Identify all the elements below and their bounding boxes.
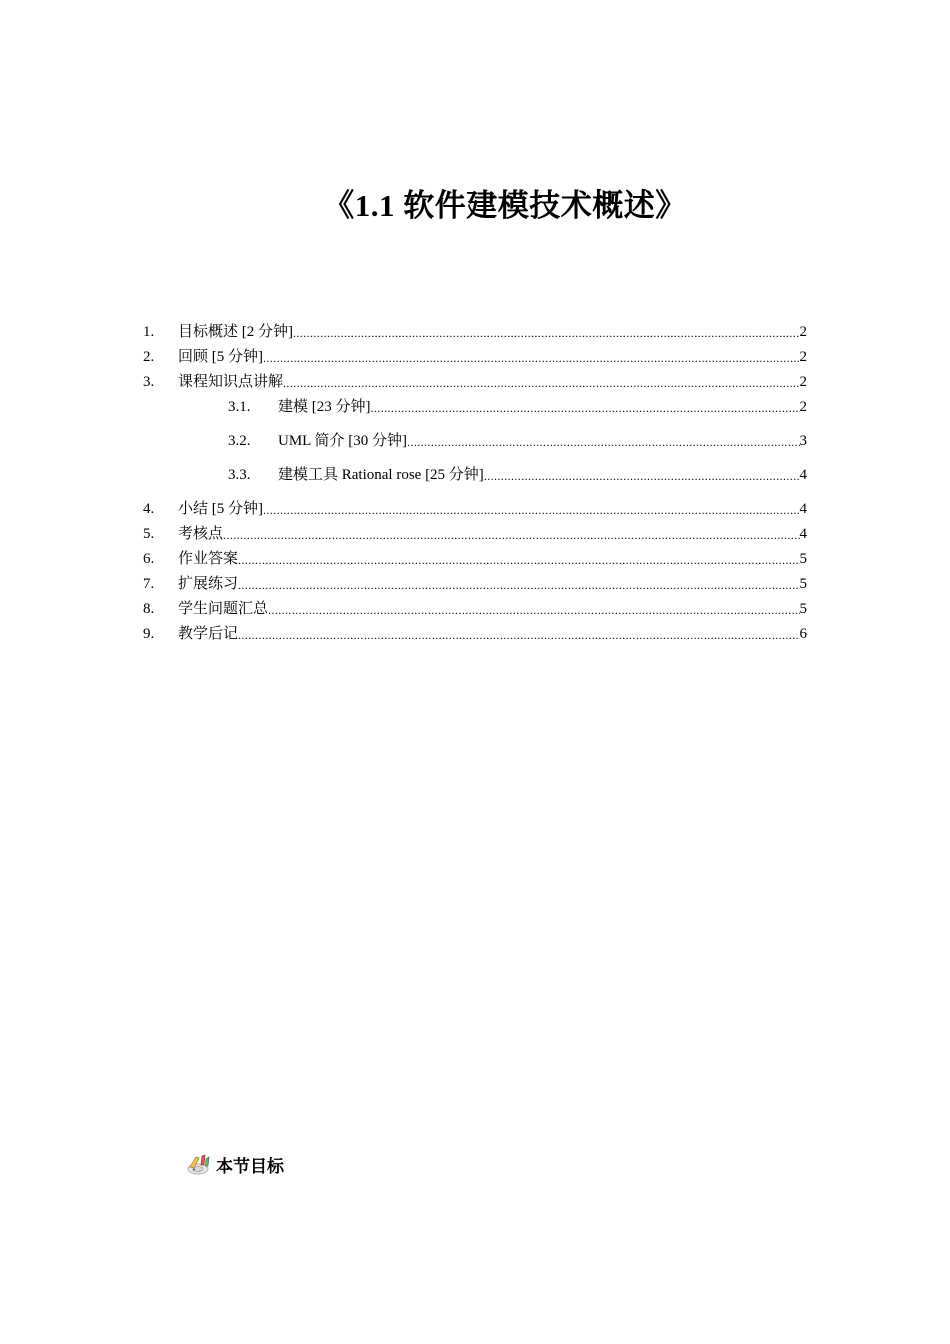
section-heading-text: 本节目标 [216,1157,284,1177]
toc-entry[interactable] [143,593,807,618]
table-of-contents [143,316,807,643]
toc-entry-number: 2. [143,349,155,365]
toc-entry-number: 1. [143,324,155,340]
toc-sub-entry-text: 建模 [23 分钟] [278,399,371,415]
toc-entry-number: 4. [143,501,155,517]
toc-leader [223,527,799,543]
pen-and-target-icon [186,1153,212,1177]
toc-sub-entry-number: 3.3. [228,467,251,483]
toc-entry-number: 5. [143,526,155,542]
toc-entry-page: 4 [799,501,807,517]
toc-sub-entry[interactable] [143,391,807,416]
toc-entry-text: 课程知识点讲解 [178,374,284,390]
toc-entry-page: 6 [799,626,807,642]
toc-leader [268,602,799,618]
toc-entry-page: 2 [799,324,807,340]
toc-leader [484,468,800,484]
toc-leader [238,552,799,568]
toc-subsection-group [143,391,807,484]
document-title: 《1.1 软件建模技术概述》 [323,188,687,223]
toc-entry-text: 考核点 [178,526,224,542]
toc-entry-page: 2 [799,349,807,365]
toc-entry-number: 3. [143,374,155,390]
toc-entry-page: 2 [799,374,807,390]
toc-entry-text: 教学后记 [178,626,239,642]
toc-entry-number: 7. [143,576,155,592]
toc-entry-text: 扩展练习 [178,576,239,592]
toc-entry[interactable] [143,618,807,643]
toc-entry-number: 6. [143,551,155,567]
toc-entry-page: 5 [799,601,807,617]
toc-entry-number: 8. [143,601,155,617]
toc-sub-entry-text: 建模工具 Rational rose [25 分钟] [278,467,484,483]
toc-sub-entry-number: 3.1. [228,399,251,415]
toc-leader [293,325,800,341]
toc-sub-entry-page: 2 [799,399,807,415]
toc-leader [371,400,800,416]
toc-sub-entry-page: 3 [799,433,807,449]
toc-entry[interactable] [143,518,807,543]
toc-entry-page: 5 [799,551,807,567]
toc-entry[interactable] [143,316,807,341]
toc-entry-text: 学生问题汇总 [178,601,269,617]
section-heading [186,1152,284,1177]
toc-sub-entry-number: 3.2. [228,433,251,449]
toc-entry-text: 回顾 [5 分钟] [178,349,263,365]
toc-entry-text: 作业答案 [178,551,239,567]
toc-entry[interactable] [143,568,807,593]
toc-leader [238,627,799,643]
toc-entry[interactable] [143,366,807,391]
toc-entry-page: 5 [799,576,807,592]
toc-entry-number: 9. [143,626,155,642]
toc-sub-entry[interactable] [143,416,807,450]
toc-leader [263,502,800,518]
toc-sub-entry[interactable] [143,450,807,484]
toc-entry[interactable] [143,543,807,568]
toc-leader [238,577,799,593]
toc-sub-entry-page: 4 [799,467,807,483]
toc-entry-text: 目标概述 [2 分钟] [178,324,293,340]
toc-leader [407,434,799,450]
toc-entry-text: 小结 [5 分钟] [178,501,263,517]
toc-entry[interactable] [143,484,807,518]
toc-entry-page: 4 [799,526,807,542]
toc-leader [283,375,799,391]
toc-leader [263,350,800,366]
toc-sub-entry-text: UML 简介 [30 分钟] [278,433,408,449]
toc-entry[interactable] [143,341,807,366]
